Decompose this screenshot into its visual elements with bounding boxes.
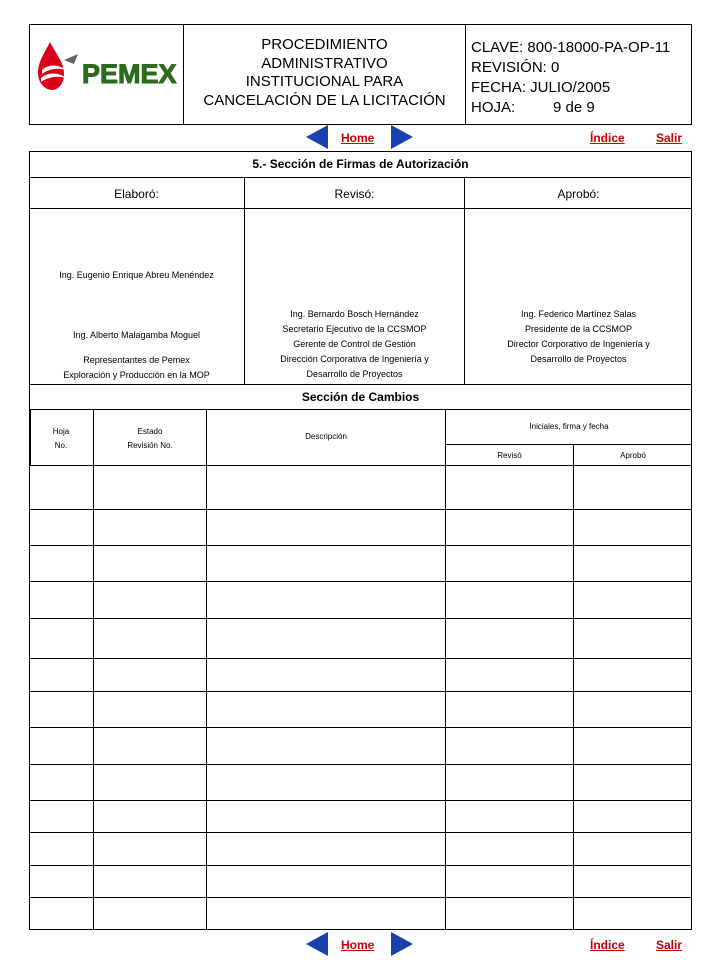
descripcion-column-header: Descripción bbox=[305, 432, 347, 441]
row-divider bbox=[29, 384, 692, 385]
table-row bbox=[29, 727, 692, 728]
document-meta bbox=[471, 38, 670, 118]
next-arrow-icon[interactable] bbox=[391, 125, 413, 149]
table-row bbox=[29, 581, 692, 582]
iniciales-column-header: Iniciales, firma y fecha bbox=[529, 422, 609, 431]
hoja-value: 9 de 9 bbox=[553, 99, 595, 116]
svg-text:PEMEX: PEMEX bbox=[82, 59, 177, 89]
table-row bbox=[29, 509, 692, 510]
table-row bbox=[29, 865, 692, 866]
previous-arrow-icon[interactable] bbox=[306, 125, 328, 149]
table-row bbox=[29, 465, 692, 466]
firmas-section-title: 5.- Sección de Firmas de Autorización bbox=[252, 157, 469, 171]
reviso-column-header: Revisó bbox=[497, 451, 522, 460]
indice-link[interactable]: Índice bbox=[590, 131, 625, 145]
aprobo-column-header: Aprobó bbox=[620, 451, 646, 460]
fecha-text: FECHA: JULIO/2005 bbox=[471, 79, 611, 96]
column-divider bbox=[445, 409, 446, 930]
home-link[interactable]: Home bbox=[341, 131, 375, 145]
row-divider bbox=[29, 208, 692, 209]
hoja-row bbox=[471, 98, 670, 118]
reviso-header: Revisó: bbox=[334, 187, 375, 201]
header-divider bbox=[183, 24, 184, 125]
table-row bbox=[29, 764, 692, 765]
reviso-signature: Ing. Bernardo Bosch Hernández Secretario Ejecutivo de la CCSMOP Gerente de Control de Gestión Dirección Corporativa de Ingeniería y Desarrollo de Proyectos bbox=[245, 307, 464, 382]
table-row bbox=[29, 545, 692, 546]
hoja-column-header: Hoja No. bbox=[52, 427, 70, 450]
previous-arrow-icon[interactable] bbox=[306, 932, 328, 956]
aprobo-name: Ing. Federico Martínez Salas bbox=[520, 309, 637, 319]
cambios-section-title: Sección de Cambios bbox=[301, 390, 420, 404]
hoja-label: HOJA: bbox=[471, 99, 516, 116]
elaboro-header: Elaboró: bbox=[114, 187, 159, 201]
salir-link[interactable]: Salir bbox=[656, 938, 683, 952]
clave-text: CLAVE: 800-18000-PA-OP-11 bbox=[471, 39, 671, 56]
home-link[interactable]: Home bbox=[341, 938, 375, 952]
column-divider bbox=[93, 409, 94, 930]
row-divider bbox=[29, 409, 692, 410]
aprobo-header: Aprobó: bbox=[557, 187, 600, 201]
table-row bbox=[29, 897, 692, 898]
table-row bbox=[29, 832, 692, 833]
table-row bbox=[29, 691, 692, 692]
elaboro-name-2: Ing. Alberto Malagamba Moguel bbox=[72, 330, 201, 340]
row-divider bbox=[29, 177, 692, 178]
elaboro-role: Representantes de Pemex Exploración y Producción en la MOP bbox=[63, 355, 210, 380]
column-divider bbox=[573, 444, 574, 930]
salir-link[interactable]: Salir bbox=[656, 131, 683, 145]
column-divider bbox=[206, 409, 207, 930]
estado-column-header: Estado Revisión No. bbox=[127, 427, 173, 450]
pemex-logo-icon bbox=[36, 40, 178, 92]
table-row bbox=[29, 658, 692, 659]
document-title: PROCEDIMIENTO ADMINISTRATIVO INSTITUCIONAL PARA CANCELACIÓN DE LA LICITACIÓN bbox=[203, 36, 446, 109]
header-divider bbox=[465, 24, 466, 125]
indice-link[interactable]: Índice bbox=[590, 938, 625, 952]
revision-text: REVISIÓN: 0 bbox=[471, 59, 560, 76]
aprobo-signature: Ing. Federico Martínez Salas Presidente de la CCSMOP Director Corporativo de Ingeniería y Desarrollo de Proyectos bbox=[465, 307, 692, 367]
reviso-name: Ing. Bernardo Bosch Hernández bbox=[290, 309, 419, 319]
table-row bbox=[29, 618, 692, 619]
pemex-logo bbox=[36, 40, 178, 92]
elaboro-name-1: Ing. Eugenio Enrique Abreu Menéndez bbox=[59, 270, 214, 280]
row-divider bbox=[445, 444, 692, 445]
table-row bbox=[29, 800, 692, 801]
next-arrow-icon[interactable] bbox=[391, 932, 413, 956]
